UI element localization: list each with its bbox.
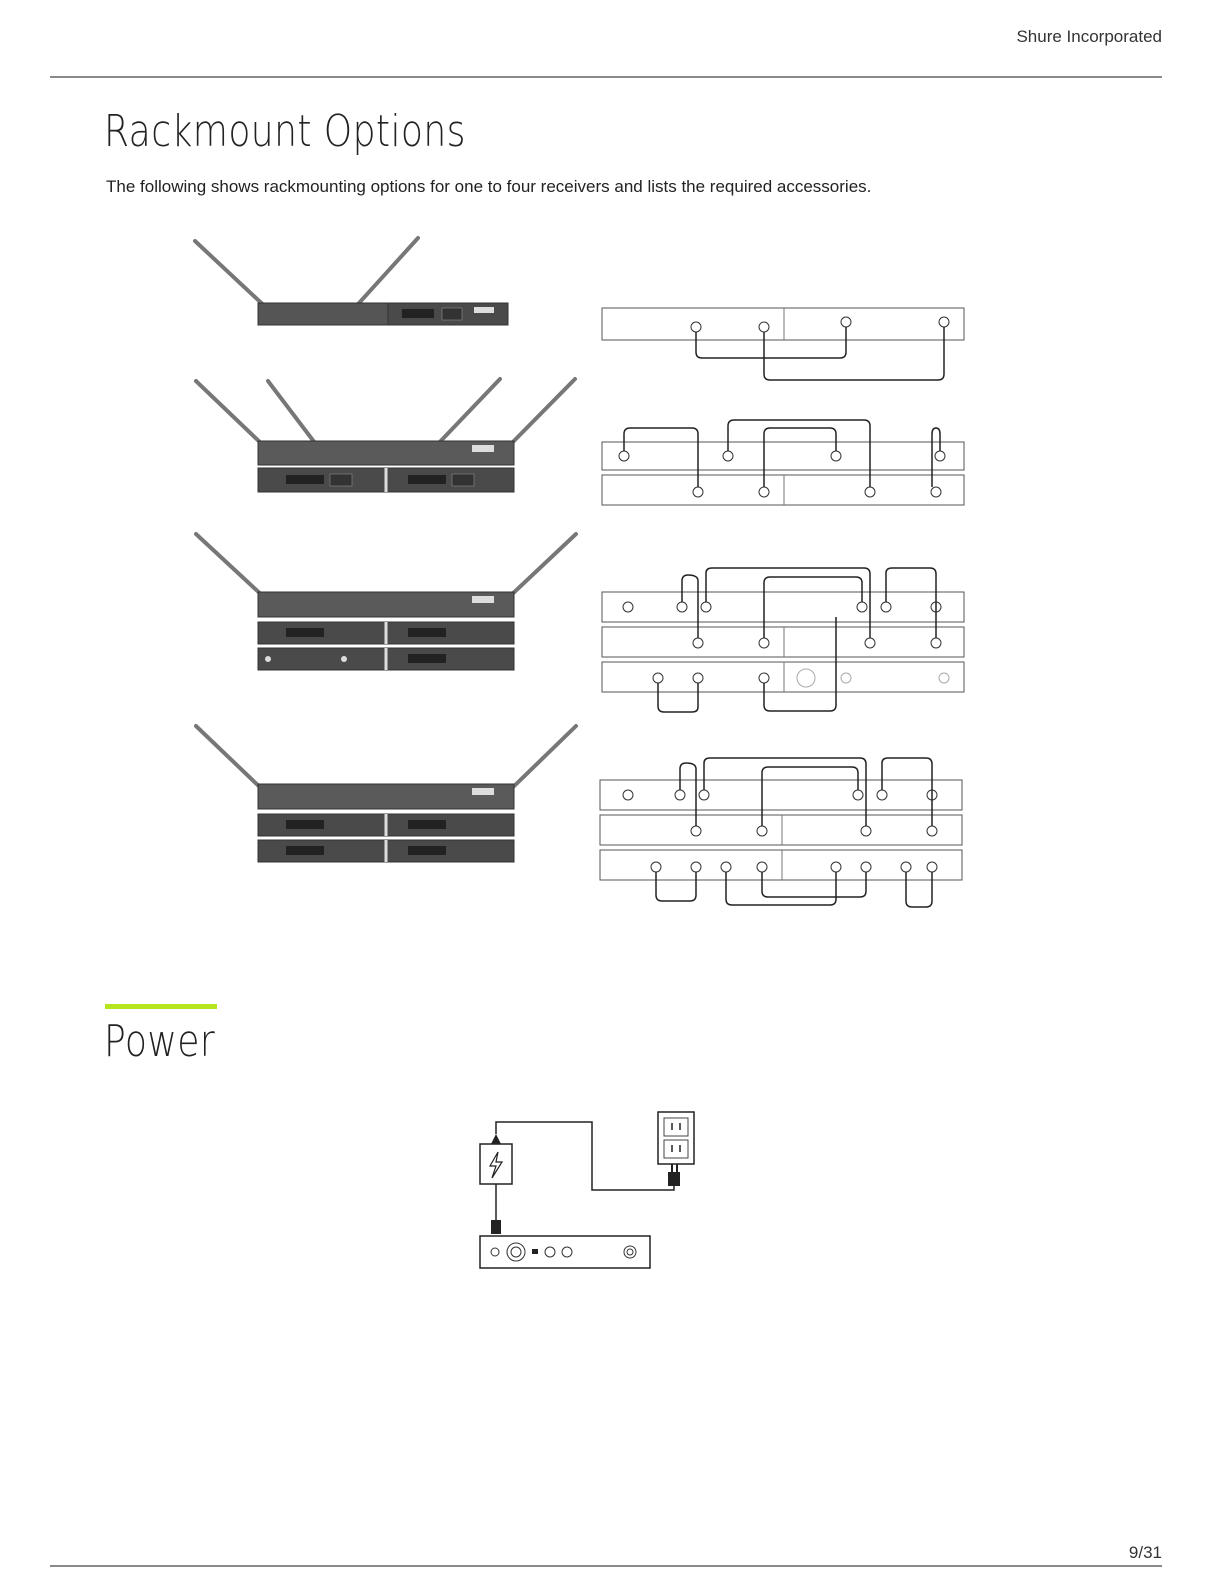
rack-front-four-receivers [190,720,590,865]
rack-front-three-receivers [190,530,590,675]
section-title-power: Power [104,1016,216,1067]
rack-front-two-receivers [190,375,590,500]
power-connection-diagram [478,1108,698,1276]
rack-rear-one-receiver [598,300,968,385]
rack-rear-three-receivers [598,565,972,715]
page-number: 9/31 [1128,1543,1162,1562]
section-title-rackmount: Rackmount Options [104,106,466,157]
footer-divider [50,1565,1162,1567]
header-divider [50,76,1162,78]
company-name: Shure Incorporated [1016,27,1162,46]
rack-rear-four-receivers [598,755,968,913]
rack-rear-two-receivers [598,420,968,510]
rack-front-one-receiver [190,235,530,335]
section-accent-bar [105,1004,217,1009]
section-intro: The following shows rackmounting options for one to four receivers and lists the required accessories. [106,177,872,196]
